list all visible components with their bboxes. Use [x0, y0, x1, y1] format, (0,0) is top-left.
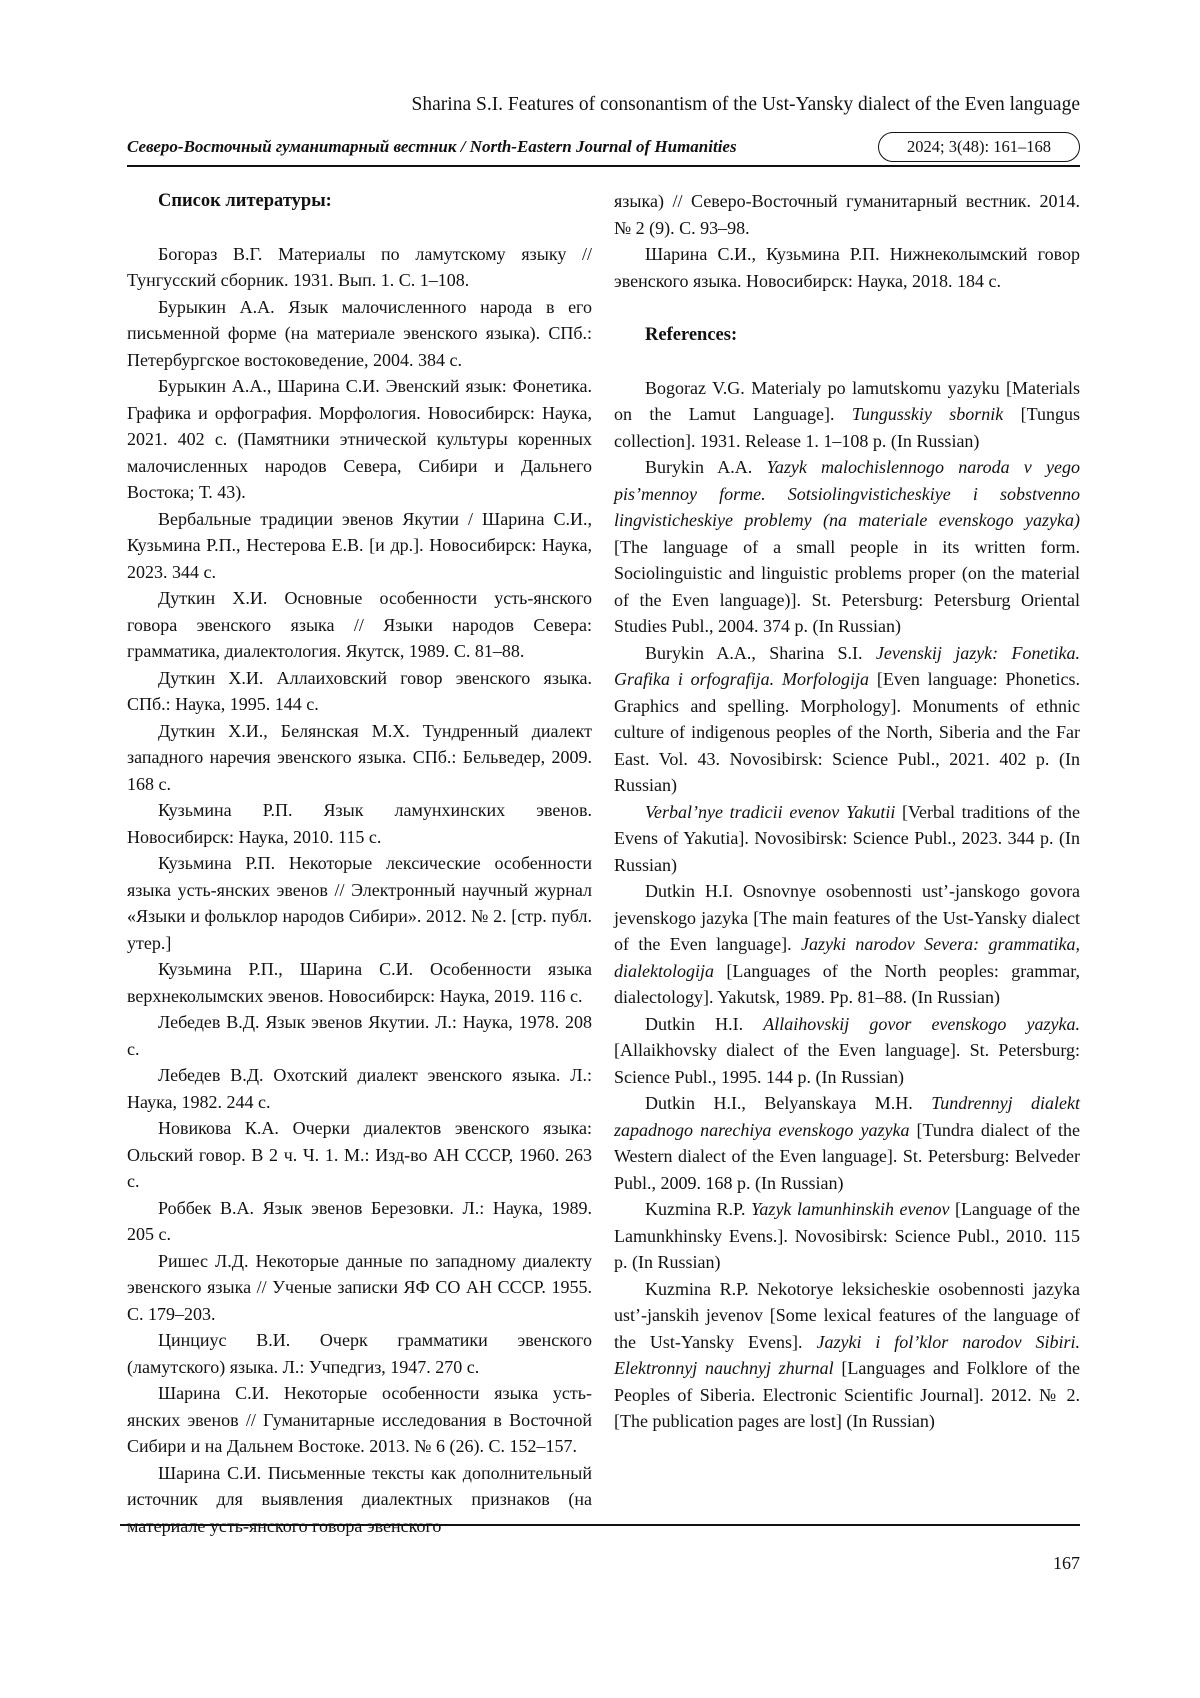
journal-name: Северо-Восточный гуманитарный вестник / North-Eastern Journal of Humanities — [127, 137, 737, 156]
running-title: Sharina S.I. Features of consonantism of the Ust-Yansky dialect of the Even language — [411, 94, 1080, 115]
reference-item: Verbal’nye tradicii evenov Yakutii [Verbal traditions of the Evens of Yakutia]. Novosibirsk: Science Publ., 2023. 344 p. (In Russian) — [614, 801, 1080, 875]
reference-item: Лебедев В.Д. Охотский диалект эвенского языка. Л.: Наука, 1982. 244 с. — [127, 1065, 592, 1112]
reference-item: Роббек В.А. Язык эвенов Березовки. Л.: Наука, 1989. 205 с. — [127, 1197, 592, 1244]
reference-item: Dutkin H.I. Osnovnye osobennosti ust’-janskogo govora jevenskogo jazyka [The main features of the Ust-Yansky dialect of the Even language]. Jazyki narodov Severa: grammatika, dialektologija [Languages of the North peoples: grammar, dialectology]. Yakutsk, 1989. Pp. 81–88. (In Russian) — [614, 881, 1080, 1007]
left-column — [127, 188, 592, 1539]
reference-item: Кузьмина Р.П. Некоторые лексические особенности языка усть-янских эвенов // Электронный научный журнал «Языки и фольклор народов Сибири». 2012. № 2. [стр. публ. утер.] — [127, 853, 592, 953]
reference-item: Вербальные традиции эвенов Якутии / Шарина С.И., Кузьмина Р.П., Нестерова Е.В. [и др.]. Новосибирск: Наука, 2023. 344 с. — [127, 508, 592, 582]
references-ru-heading: Список литературы: — [158, 191, 332, 211]
reference-item: Burykin A.A. Yazyk malochislennogo naroda v yego pis’mennoy forme. Sotsiolingvisticheskiye i sobstvenno lingvisticheskiye problemy (na materiale evenskogo yazyka) [The language of a small people in its written form. Sociolinguistic and linguistic problems proper (on the material of the Even language)]. St. Petersburg: Petersburg Oriental Studies Publ., 2004. 374 p. (In Russian) — [614, 457, 1080, 636]
right-column — [614, 188, 1080, 1435]
page-number: 167 — [1053, 1553, 1080, 1573]
reference-item: Bogoraz V.G. Materialy po lamutskomu yazyku [Materials on the Lamut Language]. Tungusskiy sbornik [Tungus collection]. 1931. Release 1. 1–108 p. (In Russian) — [614, 377, 1080, 451]
reference-item: Дуткин Х.И. Аллаиховский говор эвенского языка. СПб.: Наука, 1995. 144 с. — [127, 667, 592, 714]
reference-item: Dutkin H.I., Belyanskaya M.H. Tundrennyj dialekt zapadnogo narechiya evenskogo yazyka [Tundra dialect of the Western dialect of the Even language]. St. Petersburg: Belveder Publ., 2009. 168 p. (In Russian) — [614, 1093, 1081, 1193]
reference-item: Burykin A.A., Sharina S.I. Jevenskij jazyk: Fonetika. Grafika i orfografija. Morfologija [Even language: Phonetics. Graphics and spelling. Morphology]. Monuments of ethnic culture of indigenous peoples of the North, Siberia and the Far East. Vol. 43. Novosibirsk: Science Publ., 2021. 402 p. (In Russian) — [614, 642, 1080, 795]
reference-item: Богораз В.Г. Материалы по ламутскому языку // Тунгусский сборник. 1931. Вып. 1. С. 1–108. — [127, 243, 592, 290]
reference-item: Kuzmina R.P. Nekotorye leksicheskie osobennosti jazyka ust’-janskih jevenov [Some lexical features of the language of the Ust-Yansky Evens]. Jazyki i fol’klor narodov Sibiri. Elektronnyj nauchnyj zhurnal [Languages and Folklore of the Peoples of Siberia. Electronic Scientific Journal]. 2012. № 2. [The publication pages are lost] (In Russian) — [614, 1278, 1080, 1431]
reference-item: Ришес Л.Д. Некоторые данные по западному диалекту эвенского языка // Ученые записки ЯФ СО АН СССР. 1955. С. 179–203. — [127, 1250, 592, 1324]
reference-item: Цинциус В.И. Очерк грамматики эвенского (ламутского) языка. Л.: Учпедгиз, 1947. 270 с. — [127, 1330, 592, 1377]
reference-item: Кузьмина Р.П. Язык ламунхинских эвенов. Новосибирск: Наука, 2010. 115 с. — [127, 800, 592, 847]
reference-item: Бурыкин А.А. Язык малочисленного народа в его письменной форме (на материале эвенского языка). СПб.: Петербургское востоковедение, 2004. 384 с. — [127, 296, 592, 370]
reference-continuation: языка) // Северо-Восточный гуманитарный вестник. 2014. № 2 (9). С. 93–98. — [614, 191, 1080, 238]
journal-header — [127, 133, 1080, 167]
footer-rule — [120, 1524, 1080, 1526]
reference-item: Новикова К.А. Очерки диалектов эвенского языка: Ольский говор. В 2 ч. Ч. 1. М.: Изд-во АН СССР, 1960. 263 с. — [127, 1118, 592, 1191]
reference-item: Шарина С.И. Письменные тексты как дополнительный источник для выявления диалектных признаков (на материале усть-янского говора эвенского — [127, 1462, 592, 1536]
reference-item: Бурыкин А.А., Шарина С.И. Эвенский язык: Фонетика. Графика и орфография. Морфология. Новосибирск: Наука, 2021. 402 с. (Памятники этнической культуры коренных малочисленных народов Севера, Сибири и Дальнего Востока; Т. 43). — [127, 376, 592, 502]
issue-badge: 2024; 3(48): 161–168 — [878, 132, 1080, 162]
reference-item: Kuzmina R.P. Yazyk lamunhinskih evenov [Language of the Lamunkhinsky Evens.]. Novosibirsk: Science Publ., 2010. 115 p. (In Russian) — [614, 1199, 1080, 1272]
reference-item: Дуткин Х.И., Белянская М.Х. Тундренный диалект западного наречия эвенского языка. СПб.: Бельведер, 2009. 168 с. — [127, 720, 592, 794]
reference-item: Лебедев В.Д. Язык эвенов Якутии. Л.: Наука, 1978. 208 с. — [127, 1012, 592, 1059]
reference-item: Кузьмина Р.П., Шарина С.И. Особенности языка верхнеколымских эвенов. Новосибирск: Наука, 2019. 116 с. — [127, 959, 592, 1006]
reference-item: Дуткин Х.И. Основные особенности усть-янского говора эвенского языка // Языки народов Севера: грамматика, диалектология. Якутск, 1989. С. 81–88. — [127, 588, 592, 661]
references-en-heading: References: — [645, 325, 738, 345]
reference-item: Шарина С.И. Некоторые особенности языка усть-янских эвенов // Гуманитарные исследования в Восточной Сибири и на Дальнем Востоке. 2013. № 6 (26). С. 152–157. — [127, 1383, 592, 1456]
reference-item: Dutkin H.I. Allaihovskij govor evenskogo yazyka. [Allaikhovsky dialect of the Even language]. St. Petersburg: Science Publ., 1995. 144 p. (In Russian) — [614, 1013, 1080, 1087]
reference-item: Шарина С.И., Кузьмина Р.П. Нижнеколымский говор эвенского языка. Новосибирск: Наука, 2018. 184 с. — [614, 244, 1080, 291]
